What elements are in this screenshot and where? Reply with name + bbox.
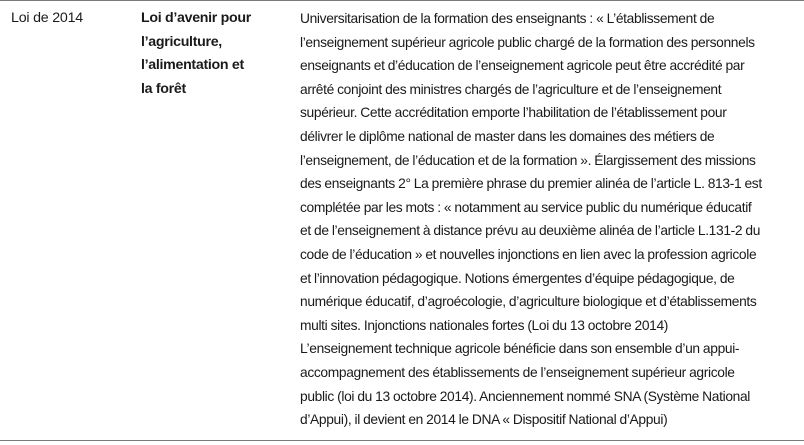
law-title-line: la forêt [141, 80, 186, 97]
description-line: enseignants et d’éducation de l’enseignement agricole peut être accrédité par [300, 58, 745, 74]
description-line: et l’innovation pédagogique. Notions émergentes d’équipe pédagogique, de [300, 270, 735, 286]
law-title-cell [141, 7, 286, 101]
description-line: l’enseignement supérieur agricole public chargé de la formation des personnels [300, 34, 755, 50]
table-top-rule [0, 0, 804, 1]
description-line: d’Appui), il devient en 2014 le DNA « Dispositif National d’Appui) [300, 412, 668, 428]
description-line: public (loi du 13 octobre 2014). Anciennement nommé SNA (Système National [300, 388, 751, 404]
description-line: des enseignants 2° La première phrase du premier alinéa de l’article L. 813-1 est [300, 176, 762, 192]
description-line: accompagnement des établissements de l’enseignement supérieur agricole [300, 364, 735, 380]
description-line: complétée par les mots : « notamment au service public du numérique éducatif [300, 199, 752, 215]
description-cell [300, 7, 794, 432]
law-title-line: l’alimentation et [141, 57, 244, 74]
year-cell [11, 7, 129, 31]
description-line: L’enseignement technique agricole bénéficie dans son ensemble d’un appui- [300, 341, 740, 357]
description-line: numérique éducatif, d’agroécologie, d’agriculture biologique et d’établissements [300, 294, 757, 310]
law-title-line: l’agriculture, [141, 33, 222, 50]
description-line: arrêté conjoint des ministres chargés de l’agriculture et de l’enseignement [300, 81, 722, 97]
description-line: l’enseignement, de l’éducation et de la formation ». Élargissement des missions [300, 152, 756, 168]
description-line: code de l’éducation » et nouvelles injonctions en lien avec la profession agricole [300, 246, 757, 262]
year-text: Loi de 2014 [11, 10, 83, 26]
description-line: et de l’enseignement à distance prévu au deuxième alinéa de l’article L.131-2 du [300, 223, 761, 239]
description-line: Universitarisation de la formation des enseignants : « L’établissement de [300, 11, 715, 26]
description-line: délivrer le diplôme national de master dans les domaines des métiers de [300, 128, 715, 144]
table-bottom-rule [0, 440, 804, 441]
description-line: supérieur. Cette accréditation emporte l’habilitation de l’établissement pour [300, 105, 727, 121]
law-title-line: Loi d’avenir pour [141, 10, 251, 26]
description-line: multi sites. Injonctions nationales fortes (Loi du 13 octobre 2014) [300, 317, 669, 333]
